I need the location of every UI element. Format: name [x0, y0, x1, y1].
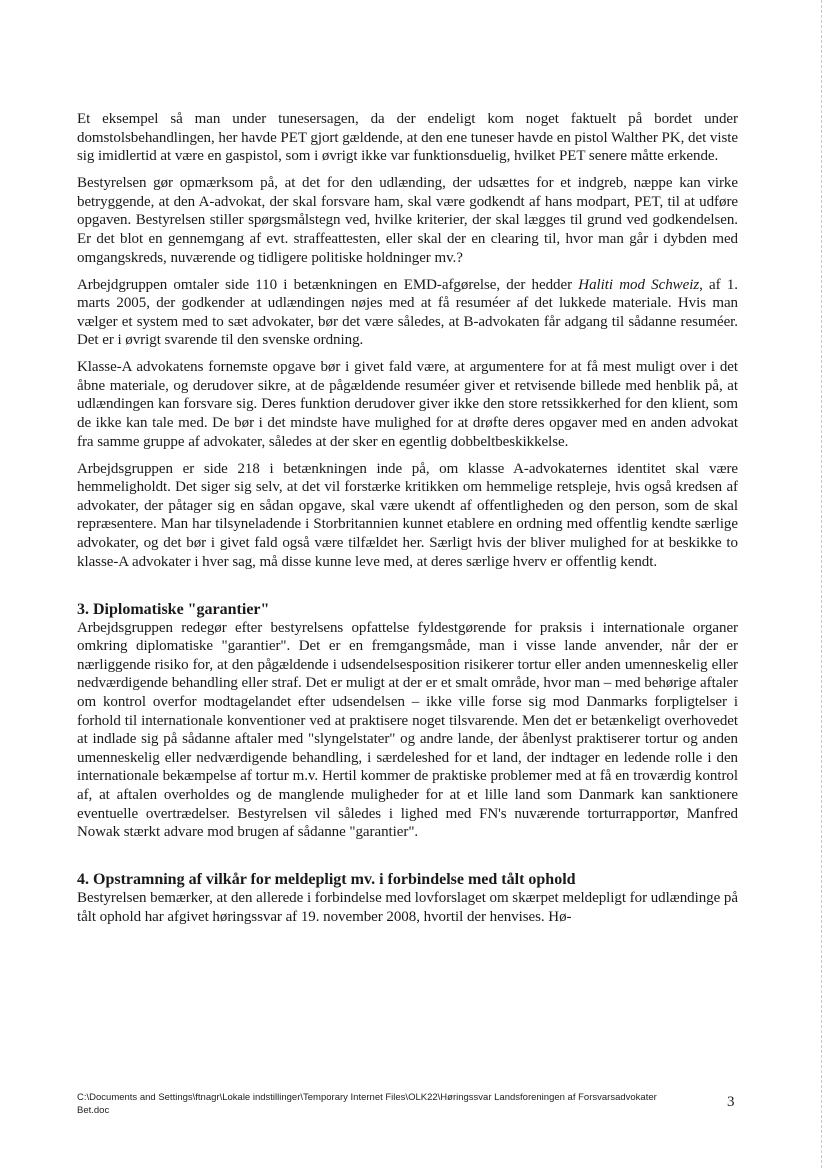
section-spacer — [77, 580, 738, 600]
section-4-text: Bestyrelsen bemærker, at den allerede i forbindelse med lovforslaget om skærpet meldepligt for udlændinge på tålt ophold har afgivet høringssvar af 19. november 2008, hvortil der henvises. Hø- — [77, 890, 738, 925]
paragraph-emd-text-after: , af 1. marts 2005, der godkender at udlændingen nøjes med at få resuméer af det lukkede materiale. Hvis man vælger et system med to sæt advokater, bør det være således, at B-advokaten får adgang til sådanne resuméer. Det er i øvrigt svarende til den svenske ordning. — [77, 276, 738, 349]
paragraph-emd-afgoerelse — [77, 276, 738, 350]
section-3-text: Arbejdsgruppen redegør efter bestyrelsens opfattelse fyldestgørende for praksis i internationale organer omkring diplomatiske "garantier". Det er en fremgangsmåde, man i visse lande anvender, når der er nærliggende risiko for, at den pågældende i udsendelsesposition risikerer tortur eller anden umenneskelig eller nedværdigende behandling eller straf. Det er muligt at der er et smalt område, hvor man – med behørige aftaler om kontrol overfor modtagelandet efter udsendelsen – ikke ville forse sig mod Danmarks forpligtelser i forhold til internationale konventioner ved at praktisere noget tilsvarende. Men det er betænkeligt overhovedet at indlade sig på sådanne aftaler med "slyngelstater" og andre lande, der åbenlyst praktiserer tortur og anden umenneskelig eller nedværdigende behandling, i særdeleshed for et land, der indtager en ledende rolle i den internationale bekæmpelse af tortur m.v. Hertil kommer de praktiske problemer med at få en troværdig kontrol af, at aftalen overholdes og de manglende muligheder for at et lille land som Danmark kan sanktionere eventuelle overtrædelser. Bestyrelsen vil således i lighed med FN's nuværende torturrapportør, Manfred Nowak stærkt advare mod brugen af sådanne "garantier". — [77, 619, 738, 841]
page-number: 3 — [727, 1094, 735, 1110]
page-edge-line — [821, 0, 822, 1168]
document-body — [77, 110, 738, 935]
section-3-heading: 3. Diplomatiske "garantier" — [77, 600, 270, 618]
paragraph-tunesersagen: Et eksempel så man under tunesersagen, da der endeligt kom noget faktuelt på bordet under domstolsbehandlingen, her havde PET gjort gældende, at den ene tuneser havde en pistol Walther PK, det viste sig imidlertid at være en gaspistol, som i øvrigt ikke var funktionsduelig, hvilket PET senere måtte erkende. — [77, 111, 738, 165]
section-4-heading: 4. Opstramning af vilkår for meldepligt mv. i forbindelse med tålt ophold — [77, 871, 576, 889]
paragraph-emd-text-before: Arbejdgruppen omtaler side 110 i betænkningen en EMD-afgørelse, der hedder — [77, 276, 579, 293]
footer-file-path — [77, 1091, 697, 1117]
paragraph-identitet-hemmelig: Arbejdsgruppen er side 218 i betænkningen inde på, om klasse A-advokaternes identitet skal være hemmeligholdt. Det siger sig selv, at det vil forstærke kritikken om hemmelige retspleje, hvis også kredsen af advokater, der påtager sig en sådan opgave, skal være ukendt af offentligheden og den person, som de skal repræsentere. Man har tilsyneladende i Storbritannien kunnet etablere en ordning med offentlig kendte særlige advokater, og det bør i givet fald også være tilfældet her. Særligt hvis der bliver mulighed for at beskikke to klasse-A advokater i hver sag, må disse kunne leve med, at deres særlige hverv er offentlig kendt. — [77, 460, 738, 570]
footer-path-line-2: Bet.doc — [77, 1105, 110, 1116]
paragraph-klasse-a-opgave: Klasse-A advokatens fornemste opgave bør i givet fald være, at argumentere for at få mest muligt over i det åbne materiale, og derudover sikre, at de pågældende resuméer giver et retvisende billede med henblik på, at udlændingen kan forsvare sig. Deres funktion derudover giver ikke den store retssikkerhed for den klient, som de ikke kan tale med. De bør i det mindste have mulighed for at drøfte deres opgaver med en anden advokat fra samme gruppe af advokater, således at der sker en egentlig dobbeltbeskikkelse. — [77, 359, 738, 450]
paragraph-bestyrelsen-godkendelse: Bestyrelsen gør opmærksom på, at det for den udlænding, der udsættes for et indgreb, næppe kan virke betryggende, at den A-advokat, der skal forsvare ham, skal være godkendt af hans modpart, PET, til at udføre opgaven. Bestyrelsen stiller spørgsmålstegn ved, hvilke kriterier, der skal lægges til grund ved godkendelsen. Er det blot en gennemgang af evt. straffeattesten, eller skal der en clearing til, hvor man går i dybden med omgangskreds, nuværende og tidligere politiske holdninger mv.? — [77, 175, 738, 266]
footer-path-line-1: C:\Documents and Settings\ftnagr\Lokale indstillinger\Temporary Internet Files\OLK22\Høringssvar Landsforeningen af Forsvarsadvokater — [77, 1092, 657, 1103]
case-name-italic: Haliti mod Schweiz — [578, 276, 700, 293]
section-spacer — [77, 850, 738, 870]
